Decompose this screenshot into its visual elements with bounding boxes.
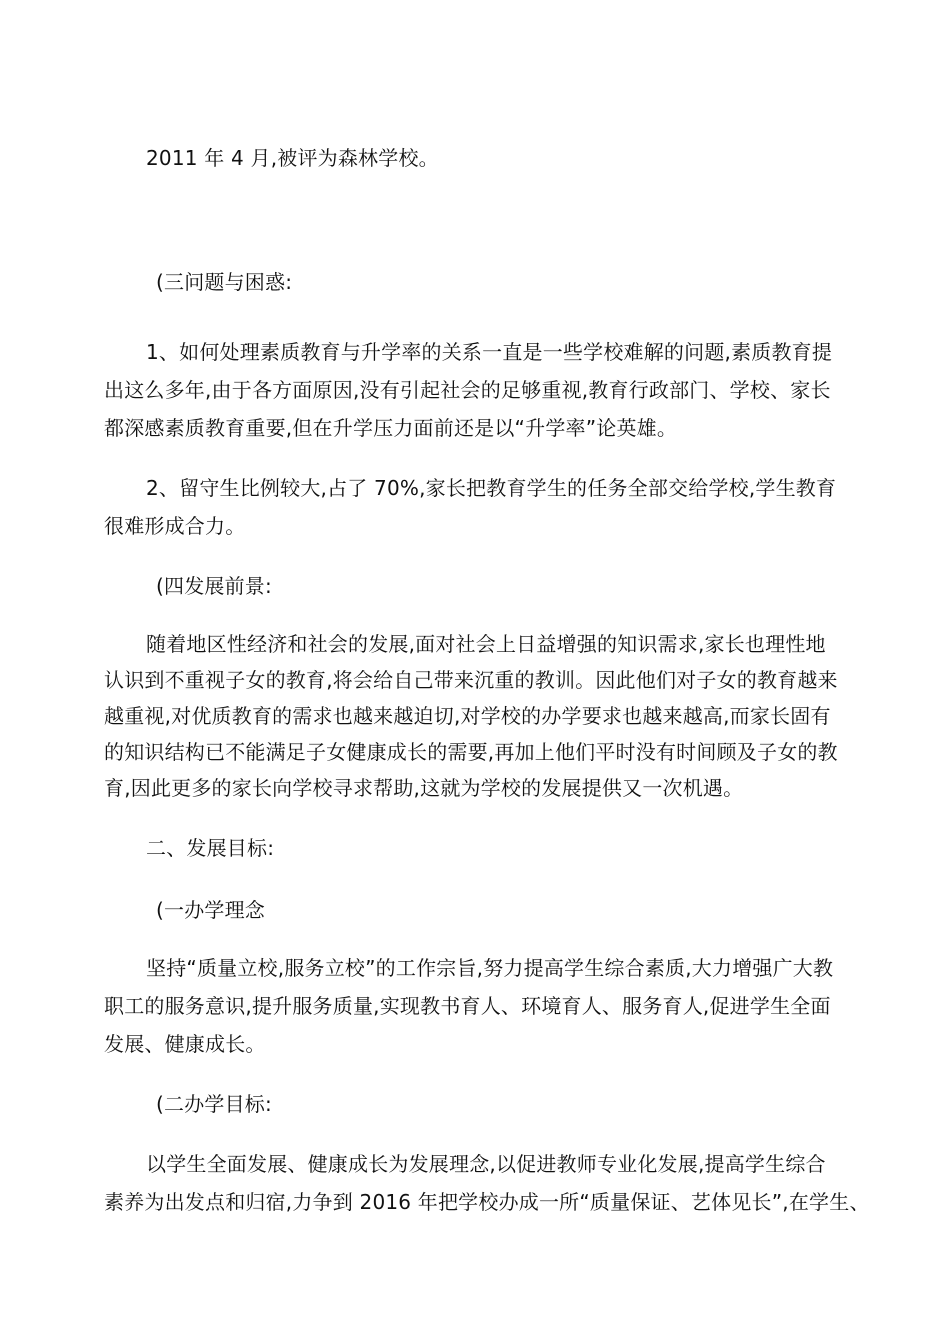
- paragraph-prospects-line-1: 随着地区性经济和社会的发展,面对社会上日益增强的知识需求,家长也理性地: [146, 632, 826, 656]
- paragraph-goals-line-1: 以学生全面发展、健康成长为发展理念,以促进教师专业化发展,提高学生综合: [146, 1152, 826, 1176]
- paragraph-problem-1-line-3: 都深感素质教育重要,但在升学压力面前还是以“升学率”论英雄。: [104, 416, 678, 440]
- paragraph-prospects-line-5: 育,因此更多的家长向学校寻求帮助,这就为学校的发展提供又一次机遇。: [104, 776, 744, 800]
- section-heading-prospects: (四发展前景:: [156, 574, 272, 598]
- paragraph-problem-2-line-2: 很难形成合力。: [104, 514, 246, 538]
- paragraph-problem-1-line-2: 出这么多年,由于各方面原因,没有引起社会的足够重视,教育行政部门、学校、家长: [104, 378, 831, 402]
- paragraph-philosophy-line-3: 发展、健康成长。: [104, 1032, 266, 1056]
- paragraph-goals-line-2: 素养为出发点和归宿,力争到 2016 年把学校办成一所“质量保证、艺体见长”,在学生、: [104, 1190, 870, 1214]
- subheading-school-goals: (二办学目标:: [156, 1092, 272, 1116]
- section-heading-problems: (三问题与困惑:: [156, 270, 293, 294]
- paragraph-philosophy-line-2: 职工的服务意识,提升服务质量,实现教书育人、环境育人、服务育人,促进学生全面: [104, 994, 831, 1018]
- paragraph-prospects-line-2: 认识到不重视子女的教育,将会给自己带来沉重的教训。因此他们对子女的教育越来: [104, 668, 838, 692]
- paragraph-problem-1-line-1: 1、如何处理素质教育与升学率的关系一直是一些学校难解的问题,素质教育提: [146, 340, 833, 364]
- paragraph-philosophy-line-1: 坚持“质量立校,服务立校”的工作宗旨,努力提高学生综合素质,大力增强广大教: [146, 956, 834, 980]
- text-line-award: 2011 年 4 月,被评为森林学校。: [146, 146, 439, 170]
- section-heading-goals: 二、发展目标:: [146, 836, 275, 860]
- paragraph-prospects-line-4: 的知识结构已不能满足子女健康成长的需要,再加上他们平时没有时间顾及子女的教: [104, 740, 838, 764]
- subheading-philosophy: (一办学理念: [156, 898, 266, 922]
- paragraph-problem-2-line-1: 2、留守生比例较大,占了 70%,家长把教育学生的任务全部交给学校,学生教育: [146, 476, 837, 500]
- paragraph-prospects-line-3: 越重视,对优质教育的需求也越来越迫切,对学校的办学要求也越来越高,而家长固有: [104, 704, 831, 728]
